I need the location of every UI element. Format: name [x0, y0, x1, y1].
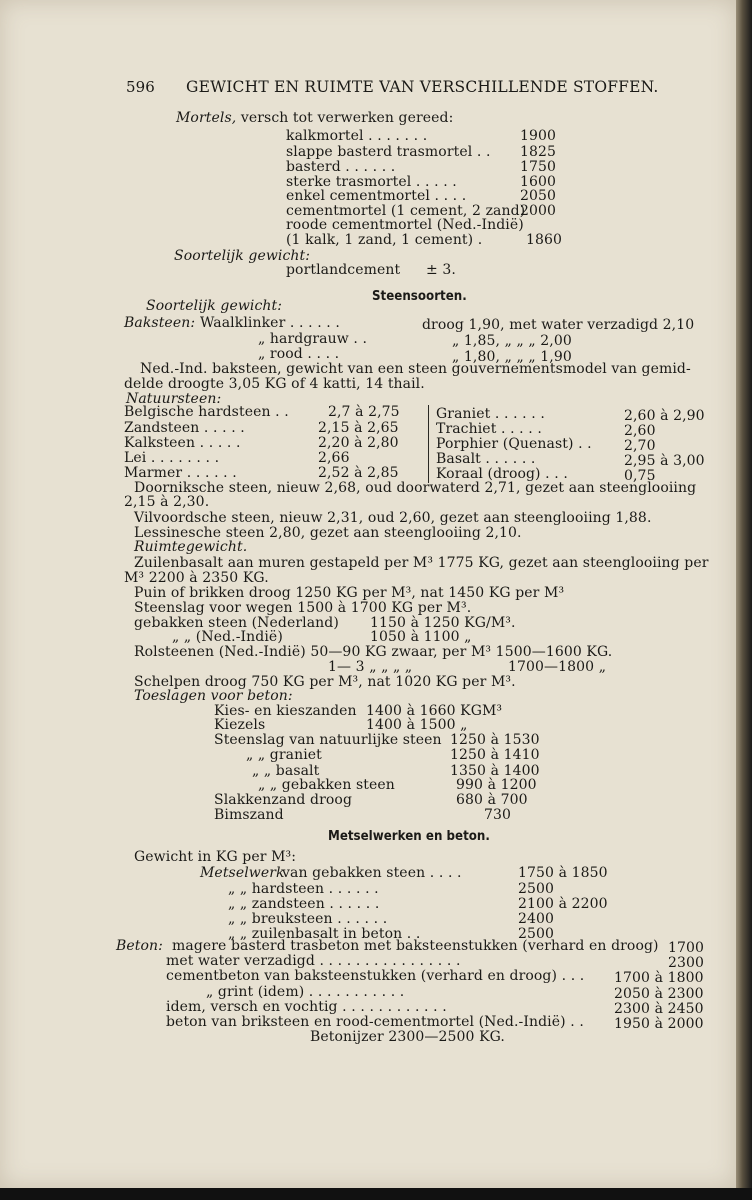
doornik-line: Doorniksche steen, nieuw 2,68, oud doorwaterd 2,71, gezet aan steenglooiing — [134, 480, 697, 496]
page-number: 596 — [126, 78, 155, 96]
mortel-item-name: enkel cementmortel . . . . — [286, 188, 467, 204]
stone-value: 2,7 à 2,75 — [328, 404, 400, 420]
toeslag-name: Slakkenzand droog — [214, 792, 353, 808]
beton-value: 2050 à 2300 — [614, 986, 704, 1002]
toeslag-name: Kies- en kieszanden — [214, 703, 357, 719]
toeslag-name: Bimszand — [214, 807, 284, 823]
zuilen-line: Zuilenbasalt aan muren gestapeld per M³ 1775 KG, gezet aan steenglooiing per — [134, 555, 709, 571]
running-title: GEWICHT EN RUIMTE VAN VERSCHILLENDE STOFFEN. — [186, 78, 659, 96]
metsel-name: van gebakken steen . . . . — [282, 865, 462, 881]
toeslag-name: Kiezels — [214, 717, 266, 733]
stone-value: 2,66 — [318, 450, 350, 466]
stone-name: Trachiet . . . . . — [436, 421, 542, 437]
betonijzer-line: Betonijzer 2300—2500 KG. — [310, 1029, 505, 1045]
stone-name: Graniet . . . . . . — [436, 406, 545, 422]
toeslag-name: Steenslag van natuurlijke steen — [214, 732, 442, 748]
mortel-item-name: basterd . . . . . . — [286, 159, 396, 175]
stone-name: Kalksteen . . . . . — [124, 435, 241, 451]
sg-label: Soortelijk gewicht: — [146, 298, 283, 314]
toeslag-value: 1400 à 1660 KGM³ — [366, 703, 503, 719]
beton-name: met water verzadigd . . . . . . . . . . . . . . . . — [166, 953, 461, 969]
toeslag-value: 1400 à 1500 „ — [366, 717, 468, 733]
natuursteen-label: Natuursteen: — [126, 391, 222, 407]
toeslag-value: 680 à 700 — [456, 792, 528, 808]
metsel-value: 2400 — [518, 911, 555, 927]
mortels-intro: Mortels, versch tot verwerken gereed: — [176, 110, 454, 126]
stone-name: Lei . . . . . . . . — [124, 450, 220, 466]
stone-name: Porphier (Quenast) . . — [436, 436, 592, 452]
metsel-value: 2500 — [518, 881, 555, 897]
gebakken-value: 1050 à 1100 „ — [370, 629, 472, 645]
waal-row-name: „ rood . . . . — [258, 346, 340, 362]
portland-value: ± 3. — [426, 262, 456, 278]
mortel-item-value: 1900 — [520, 128, 557, 144]
toeslag-name: „ „ gebakken steen — [258, 777, 395, 793]
stone-value: 2,52 à 2,85 — [318, 465, 399, 481]
schelpen-line: Schelpen droog 750 KG per M³, nat 1020 KG per M³. — [134, 674, 516, 690]
mortel-item-value: 2000 — [520, 203, 557, 219]
mortel-item-value: 1860 — [526, 232, 563, 248]
mortel-item-name: (1 kalk, 1 zand, 1 cement) . — [286, 232, 483, 248]
toeslag-value: 1250 à 1410 — [450, 747, 540, 763]
section-heading-metselwerken: Metselwerken en beton. — [328, 828, 490, 844]
waal-row-name: Waalklinker . . . . . . — [200, 315, 340, 331]
doornik-line: 2,15 à 2,30. — [124, 494, 210, 510]
mortel-item-value: 1750 — [520, 159, 557, 175]
gewicht-intro: Gewicht in KG per M³: — [134, 849, 297, 865]
beton-name: beton van briksteen en rood-cementmortel (Ned.-Indië) . . — [166, 1014, 584, 1030]
gebakken-name: „ „ (Ned.-Indië) — [172, 629, 283, 645]
nedind-line: Ned.-Ind. baksteen, gewicht van een steen gouvernementsmodel van gemid- — [140, 361, 691, 377]
stone-name: Koraal (droog) . . . — [436, 466, 568, 482]
waal-row-desc: droog 1,90, met water verzadigd 2,10 — [422, 317, 695, 333]
toeslag-value: 1350 à 1400 — [450, 763, 540, 779]
puin-line: Puin of brikken droog 1250 KG per M³, nat 1450 KG per M³ — [134, 585, 565, 601]
stone-name: Zandsteen . . . . . — [124, 420, 245, 436]
beton-value: 1700 à 1800 — [614, 970, 704, 986]
table-divider — [428, 405, 429, 483]
book-spine — [736, 0, 752, 1200]
toeslag-name: „ „ graniet — [246, 747, 322, 763]
metsel-name: „ „ hardsteen . . . . . . — [228, 881, 379, 897]
vilvoorde-line: Vilvoordsche steen, nieuw 2,31, oud 2,60, gezet aan steenglooiing 1,88. — [134, 510, 652, 526]
metsel-value: 2100 à 2200 — [518, 896, 608, 912]
beton-name: cementbeton van baksteenstukken (verhard en droog) . . . — [166, 968, 585, 984]
waal-row-name: „ hardgrauw . . — [258, 331, 368, 347]
beton-label: Beton: — [116, 938, 163, 954]
mortel-item-value: 1825 — [520, 144, 557, 160]
stone-value: 2,70 — [624, 438, 656, 454]
mortel-item-name: slappe basterd trasmortel . . — [286, 144, 491, 160]
beton-value: 2300 — [668, 955, 705, 971]
mortel-item-name: cementmortel (1 cement, 2 zand) — [286, 203, 526, 219]
sg-label: Soortelijk gewicht: — [174, 248, 311, 264]
toeslag-value: 730 — [484, 807, 512, 823]
metselwerk-label: Metselwerk — [200, 865, 285, 881]
beton-value: 1950 à 2000 — [614, 1016, 704, 1032]
toeslag-name: „ „ basalt — [252, 763, 320, 779]
stone-name: Belgische hardsteen . . — [124, 404, 289, 420]
beton-value: 2300 à 2450 — [614, 1001, 704, 1017]
metsel-name: „ „ zandsteen . . . . . . — [228, 896, 380, 912]
section-heading-steensoorten: Steensoorten. — [372, 288, 467, 304]
stone-value: 2,60 à 2,90 — [624, 408, 705, 424]
waal-row-desc: „ 1,80, „ „ „ 1,90 — [452, 349, 572, 365]
stone-value: 2,60 — [624, 423, 656, 439]
rolsteen-line: Rolsteenen (Ned.-Indië) 50—90 KG zwaar, per M³ 1500—1600 KG. — [134, 644, 613, 660]
stone-value: 2,15 à 2,65 — [318, 420, 399, 436]
gebakken-name: gebakken steen (Nederland) — [134, 615, 339, 631]
metsel-value: 2500 — [518, 926, 555, 942]
beton-name: „ grint (idem) . . . . . . . . . . . — [206, 984, 405, 1000]
nedind-line: delde droogte 3,05 KG of 4 katti, 14 thail. — [124, 376, 425, 392]
waal-row-desc: „ 1,85, „ „ „ 2,00 — [452, 333, 572, 349]
steenslag-line: Steenslag voor wegen 1500 à 1700 KG per M³. — [134, 600, 472, 616]
toeslag-value: 990 à 1200 — [456, 777, 537, 793]
mortel-item-value: 1600 — [520, 174, 557, 190]
mortel-item-name: sterke trasmortel . . . . . — [286, 174, 457, 190]
toeslag-value: 1250 à 1530 — [450, 732, 540, 748]
toeslagen-label: Toeslagen voor beton: — [134, 688, 293, 704]
beton-name: idem, versch en vochtig . . . . . . . . . . . . — [166, 999, 447, 1015]
portland-name: portlandcement — [286, 262, 401, 278]
metsel-name: „ „ zuilenbasalt in beton . . — [228, 926, 421, 942]
zuilen-line: M³ 2200 à 2350 KG. — [124, 570, 269, 586]
stone-name: Marmer . . . . . . — [124, 465, 237, 481]
rolsteen-line: 1700—1800 „ — [508, 659, 607, 675]
beton-value: 1700 — [668, 940, 705, 956]
baksteen-label: Baksteen: — [124, 315, 196, 331]
mortel-item-value: 2050 — [520, 188, 557, 204]
metsel-value: 1750 à 1850 — [518, 865, 608, 881]
ruimtegewicht-label: Ruimtegewicht. — [134, 539, 248, 555]
gebakken-value: 1150 à 1250 KG/M³. — [370, 615, 516, 631]
metsel-name: „ „ breuksteen . . . . . . — [228, 911, 388, 927]
stone-value: 2,95 à 3,00 — [624, 453, 705, 469]
mortel-item-name: kalkmortel . . . . . . . — [286, 128, 428, 144]
mortel-item-name: roode cementmortel (Ned.-Indië) — [286, 217, 524, 233]
rolsteen-line: 1— 3 „ „ „ „ — [328, 659, 413, 675]
stone-name: Basalt . . . . . . — [436, 451, 536, 467]
lessines-line: Lessinesche steen 2,80, gezet aan steenglooiing 2,10. — [134, 525, 522, 541]
stone-value: 0,75 — [624, 468, 656, 484]
beton-name: magere basterd trasbeton met baksteenstukken (verhard en droog) — [172, 938, 659, 954]
stone-value: 2,20 à 2,80 — [318, 435, 399, 451]
scan-border — [0, 1188, 752, 1200]
